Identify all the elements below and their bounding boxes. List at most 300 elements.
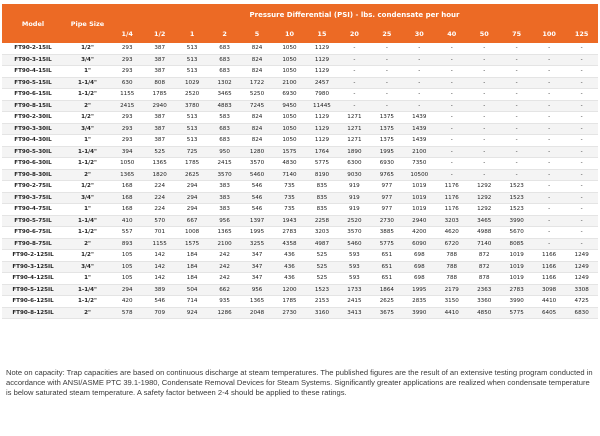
capacity-cell: - xyxy=(468,77,500,89)
capacity-cell: 2153 xyxy=(306,296,338,308)
capacity-cell: 347 xyxy=(241,273,273,285)
capacity-cell: - xyxy=(565,123,598,135)
capacity-cell: 2625 xyxy=(371,296,403,308)
capacity-cell: 593 xyxy=(338,273,370,285)
capacity-cell: 3098 xyxy=(533,284,565,296)
capacity-cell: 1166 xyxy=(533,250,565,262)
capacity-cell: 387 xyxy=(143,112,175,124)
table-row xyxy=(2,181,598,193)
capacity-cell: 410 xyxy=(111,215,143,227)
model-cell: FT90-8-125IL xyxy=(2,307,64,319)
capacity-cell: 184 xyxy=(176,273,208,285)
capacity-cell: 224 xyxy=(143,204,175,216)
table-body xyxy=(2,43,598,319)
capacity-cell: - xyxy=(533,77,565,89)
capacity-cell: - xyxy=(500,43,532,54)
pipe-size-cell: 1/2" xyxy=(64,250,111,262)
capacity-cell: 142 xyxy=(143,250,175,262)
capacity-cell: 1523 xyxy=(500,204,532,216)
capacity-cell: 436 xyxy=(273,273,305,285)
capacity-cell: 1820 xyxy=(143,169,175,181)
capacity-cell: 4883 xyxy=(208,100,240,112)
capacity-cell: 7140 xyxy=(273,169,305,181)
capacity-cell: - xyxy=(533,204,565,216)
capacity-cell: - xyxy=(436,158,468,170)
capacity-cell: 2363 xyxy=(468,284,500,296)
model-cell: FT90-2-75IL xyxy=(2,181,64,193)
table-row xyxy=(2,307,598,319)
capacity-cell: 1050 xyxy=(273,43,305,54)
table-row xyxy=(2,204,598,216)
pipe-size-cell: 1-1/4" xyxy=(64,77,111,89)
capacity-cell: 1129 xyxy=(306,135,338,147)
capacity-cell: 347 xyxy=(241,261,273,273)
table-row xyxy=(2,273,598,285)
capacity-cell: 924 xyxy=(176,307,208,319)
capacity-cell: - xyxy=(565,238,598,250)
capacity-cell: - xyxy=(371,89,403,101)
model-cell: FT90-4-75IL xyxy=(2,204,64,216)
capacity-cell: 1523 xyxy=(306,284,338,296)
model-column-header: Model xyxy=(2,4,64,43)
capacity-cell: 3570 xyxy=(208,169,240,181)
capacity-cell: 714 xyxy=(176,296,208,308)
capacity-cell: 546 xyxy=(241,204,273,216)
capacity-cell: 1365 xyxy=(241,296,273,308)
capacity-cell: 2940 xyxy=(143,100,175,112)
capacity-cell: 835 xyxy=(306,204,338,216)
capacity-cell: 4850 xyxy=(468,307,500,319)
capacity-cell: 525 xyxy=(306,261,338,273)
pressure-column-header: 25 xyxy=(371,25,403,43)
capacity-cell: - xyxy=(403,66,435,78)
table-row xyxy=(2,238,598,250)
capacity-cell: 1365 xyxy=(143,158,175,170)
capacity-cell: 513 xyxy=(176,123,208,135)
capacity-cell: 6720 xyxy=(436,238,468,250)
capacity-cell: - xyxy=(533,54,565,66)
table-row xyxy=(2,215,598,227)
capacity-cell: 788 xyxy=(436,273,468,285)
capacity-cell: - xyxy=(533,238,565,250)
capacity-cell: 1375 xyxy=(371,112,403,124)
capacity-cell: 8085 xyxy=(500,238,532,250)
model-cell: FT90-6-125IL xyxy=(2,296,64,308)
pipe-size-cell: 3/4" xyxy=(64,123,111,135)
model-cell: FT90-4-125IL xyxy=(2,273,64,285)
capacity-table xyxy=(2,4,598,319)
capacity-cell: - xyxy=(533,66,565,78)
capacity-cell: 1050 xyxy=(273,112,305,124)
model-cell: FT90-8-30IL xyxy=(2,169,64,181)
capacity-cell: 513 xyxy=(176,43,208,54)
capacity-cell: 1864 xyxy=(371,284,403,296)
capacity-cell: 9030 xyxy=(338,169,370,181)
capacity-cell: 701 xyxy=(143,227,175,239)
capacity-cell: - xyxy=(565,43,598,54)
capacity-cell: 6930 xyxy=(371,158,403,170)
capacity-cell: 3360 xyxy=(468,296,500,308)
capacity-cell: 1050 xyxy=(273,66,305,78)
capacity-cell: 735 xyxy=(273,181,305,193)
capacity-cell: 3160 xyxy=(306,307,338,319)
capacity-cell: 168 xyxy=(111,181,143,193)
capacity-cell: 1176 xyxy=(436,192,468,204)
capacity-cell: 824 xyxy=(241,112,273,124)
capacity-cell: 1008 xyxy=(176,227,208,239)
capacity-cell: - xyxy=(533,181,565,193)
capacity-cell: 919 xyxy=(338,192,370,204)
capacity-cell: - xyxy=(468,43,500,54)
capacity-cell: 1375 xyxy=(371,135,403,147)
capacity-cell: 1019 xyxy=(403,192,435,204)
table-row xyxy=(2,261,598,273)
capacity-cell: 824 xyxy=(241,43,273,54)
capacity-cell: 4620 xyxy=(436,227,468,239)
capacity-cell: - xyxy=(533,192,565,204)
capacity-cell: - xyxy=(500,123,532,135)
capacity-cell: 1271 xyxy=(338,112,370,124)
capacity-cell: 504 xyxy=(176,284,208,296)
pressure-column-header: 75 xyxy=(500,25,532,43)
table-row xyxy=(2,135,598,147)
table-row xyxy=(2,296,598,308)
capacity-cell: 630 xyxy=(111,77,143,89)
capacity-cell: 919 xyxy=(338,181,370,193)
capacity-cell: 11445 xyxy=(306,100,338,112)
capacity-cell: 1166 xyxy=(533,261,565,273)
capacity-cell: - xyxy=(436,66,468,78)
capacity-cell: 2835 xyxy=(403,296,435,308)
capacity-cell: 3203 xyxy=(436,215,468,227)
pressure-column-header: 20 xyxy=(338,25,370,43)
capacity-cell: 1176 xyxy=(436,204,468,216)
pressure-column-header: 1/2 xyxy=(143,25,175,43)
pipe-size-cell: 1" xyxy=(64,273,111,285)
capacity-cell: - xyxy=(565,227,598,239)
pipe-size-cell: 3/4" xyxy=(64,54,111,66)
capacity-cell: 5460 xyxy=(241,169,273,181)
capacity-cell: 1129 xyxy=(306,123,338,135)
table-row xyxy=(2,77,598,89)
capacity-cell: 935 xyxy=(208,296,240,308)
capacity-cell: - xyxy=(500,135,532,147)
model-cell: FT90-8-75IL xyxy=(2,238,64,250)
capacity-cell: 919 xyxy=(338,204,370,216)
capacity-cell: 2457 xyxy=(306,77,338,89)
capacity-cell: 6830 xyxy=(565,307,598,319)
capacity-cell: - xyxy=(533,146,565,158)
capacity-cell: - xyxy=(468,89,500,101)
capacity-cell: 293 xyxy=(111,123,143,135)
capacity-cell: 1785 xyxy=(143,89,175,101)
capacity-cell: - xyxy=(500,112,532,124)
table-row xyxy=(2,112,598,124)
capacity-cell: 4987 xyxy=(306,238,338,250)
capacity-cell: 662 xyxy=(208,284,240,296)
capacity-cell: - xyxy=(436,135,468,147)
capacity-cell: - xyxy=(533,215,565,227)
capacity-cell: 546 xyxy=(241,192,273,204)
capacity-cell: 977 xyxy=(371,204,403,216)
model-cell: FT90-8-15IL xyxy=(2,100,64,112)
table-row xyxy=(2,284,598,296)
header-row-top xyxy=(2,4,598,25)
capacity-cell: 436 xyxy=(273,261,305,273)
capacity-cell: - xyxy=(500,89,532,101)
table-row xyxy=(2,192,598,204)
capacity-cell: - xyxy=(565,169,598,181)
capacity-cell: 1286 xyxy=(208,307,240,319)
capacity-cell: 824 xyxy=(241,54,273,66)
capacity-cell: 977 xyxy=(371,181,403,193)
capacity-cell: - xyxy=(565,66,598,78)
pipe-size-column-header: Pipe Size xyxy=(64,4,111,43)
capacity-cell: 293 xyxy=(111,43,143,54)
model-cell: FT90-5-15IL xyxy=(2,77,64,89)
pipe-size-cell: 1" xyxy=(64,204,111,216)
capacity-cell: 436 xyxy=(273,250,305,262)
capacity-cell: - xyxy=(565,204,598,216)
capacity-cell: 7350 xyxy=(403,158,435,170)
capacity-cell: 224 xyxy=(143,192,175,204)
capacity-cell: 525 xyxy=(306,250,338,262)
capacity-cell: - xyxy=(468,123,500,135)
table-row xyxy=(2,100,598,112)
capacity-cell: 709 xyxy=(143,307,175,319)
capacity-cell: 294 xyxy=(176,204,208,216)
capacity-cell: 546 xyxy=(143,296,175,308)
capacity-cell: 872 xyxy=(468,261,500,273)
capacity-cell: 1890 xyxy=(338,146,370,158)
capacity-cell: 651 xyxy=(371,250,403,262)
capacity-cell: 2179 xyxy=(436,284,468,296)
capacity-cell: 1249 xyxy=(565,273,598,285)
capacity-cell: 9450 xyxy=(273,100,305,112)
capacity-cell: 3465 xyxy=(468,215,500,227)
capacity-cell: 683 xyxy=(208,123,240,135)
model-cell: FT90-4-30IL xyxy=(2,135,64,147)
table-row xyxy=(2,89,598,101)
capacity-cell: - xyxy=(403,43,435,54)
capacity-cell: - xyxy=(533,135,565,147)
capacity-cell: 1271 xyxy=(338,123,370,135)
capacity-cell: - xyxy=(500,169,532,181)
capacity-cell: 2940 xyxy=(403,215,435,227)
capacity-cell: - xyxy=(565,135,598,147)
capacity-cell: - xyxy=(403,100,435,112)
capacity-cell: 387 xyxy=(143,43,175,54)
capacity-cell: 242 xyxy=(208,261,240,273)
table-row xyxy=(2,146,598,158)
pipe-size-cell: 1-1/4" xyxy=(64,146,111,158)
capacity-cell: - xyxy=(565,158,598,170)
capacity-cell: 2520 xyxy=(338,215,370,227)
capacity-cell: 4830 xyxy=(273,158,305,170)
capacity-cell: 105 xyxy=(111,273,143,285)
model-cell: FT90-6-75IL xyxy=(2,227,64,239)
model-cell: FT90-3-30IL xyxy=(2,123,64,135)
capacity-cell: 698 xyxy=(403,273,435,285)
capacity-cell: 683 xyxy=(208,66,240,78)
capacity-cell: 4410 xyxy=(533,296,565,308)
table-row xyxy=(2,54,598,66)
capacity-cell: 513 xyxy=(176,54,208,66)
capacity-cell: - xyxy=(565,112,598,124)
capacity-cell: - xyxy=(533,100,565,112)
pipe-size-cell: 1-1/2" xyxy=(64,89,111,101)
capacity-cell: 2415 xyxy=(208,158,240,170)
capacity-cell: 835 xyxy=(306,181,338,193)
capacity-cell: 570 xyxy=(143,215,175,227)
capacity-cell: - xyxy=(403,77,435,89)
capacity-cell: 2730 xyxy=(273,307,305,319)
capacity-cell: 1019 xyxy=(403,204,435,216)
pressure-column-header: 10 xyxy=(273,25,305,43)
capacity-cell: 872 xyxy=(468,250,500,262)
capacity-cell: 293 xyxy=(111,54,143,66)
capacity-cell: - xyxy=(468,146,500,158)
capacity-cell: - xyxy=(500,158,532,170)
pipe-size-cell: 1" xyxy=(64,135,111,147)
capacity-cell: - xyxy=(533,227,565,239)
capacity-cell: 2730 xyxy=(371,215,403,227)
capacity-cell: 956 xyxy=(208,215,240,227)
capacity-cell: 224 xyxy=(143,181,175,193)
pipe-size-cell: 1/2" xyxy=(64,181,111,193)
capacity-cell: 1019 xyxy=(500,250,532,262)
capacity-cell: 1129 xyxy=(306,112,338,124)
capacity-cell: 387 xyxy=(143,54,175,66)
capacity-cell: 3990 xyxy=(500,215,532,227)
capacity-cell: 513 xyxy=(176,135,208,147)
capacity-cell: - xyxy=(533,112,565,124)
capacity-cell: 1575 xyxy=(176,238,208,250)
capacity-cell: 1943 xyxy=(273,215,305,227)
capacity-cell: 293 xyxy=(111,66,143,78)
capacity-cell: 394 xyxy=(111,146,143,158)
capacity-cell: 383 xyxy=(208,204,240,216)
capacity-cell: 168 xyxy=(111,192,143,204)
capacity-cell: 3990 xyxy=(500,296,532,308)
table-row xyxy=(2,227,598,239)
capacity-cell: 2415 xyxy=(338,296,370,308)
pipe-size-cell: 2" xyxy=(64,100,111,112)
capacity-cell: 2100 xyxy=(403,146,435,158)
capacity-cell: 1302 xyxy=(208,77,240,89)
capacity-cell: - xyxy=(436,54,468,66)
table-row xyxy=(2,123,598,135)
capacity-cell: - xyxy=(500,77,532,89)
capacity-cell: 893 xyxy=(111,238,143,250)
capacity-cell: 1995 xyxy=(371,146,403,158)
capacity-cell: - xyxy=(468,158,500,170)
capacity-cell: 808 xyxy=(143,77,175,89)
pressure-column-header: 30 xyxy=(403,25,435,43)
model-cell: FT90-2-15IL xyxy=(2,43,64,54)
capacity-cell: - xyxy=(338,66,370,78)
capacity-cell: 5670 xyxy=(500,227,532,239)
capacity-cell: 546 xyxy=(241,181,273,193)
capacity-cell: 9765 xyxy=(371,169,403,181)
capacity-cell: - xyxy=(565,181,598,193)
capacity-cell: - xyxy=(468,100,500,112)
capacity-cell: 1439 xyxy=(403,123,435,135)
capacity-cell: 387 xyxy=(143,66,175,78)
model-cell: FT90-3-75IL xyxy=(2,192,64,204)
capacity-cell: 2258 xyxy=(306,215,338,227)
capacity-cell: 835 xyxy=(306,192,338,204)
capacity-cell: 1129 xyxy=(306,43,338,54)
capacity-cell: 6090 xyxy=(403,238,435,250)
capacity-cell: - xyxy=(436,43,468,54)
capacity-cell: 2783 xyxy=(273,227,305,239)
table-row xyxy=(2,169,598,181)
capacity-cell: - xyxy=(436,146,468,158)
capacity-cell: 1733 xyxy=(338,284,370,296)
capacity-cell: 1050 xyxy=(273,54,305,66)
capacity-cell: 1155 xyxy=(111,89,143,101)
table-header xyxy=(2,4,598,43)
capacity-cell: 1050 xyxy=(273,123,305,135)
capacity-cell: 578 xyxy=(111,307,143,319)
pressure-column-header: 5 xyxy=(241,25,273,43)
model-cell: FT90-6-15IL xyxy=(2,89,64,101)
capacity-cell: 347 xyxy=(241,250,273,262)
capacity-cell: 3150 xyxy=(436,296,468,308)
capacity-cell: 6405 xyxy=(533,307,565,319)
capacity-cell: - xyxy=(338,100,370,112)
model-cell: FT90-2-30IL xyxy=(2,112,64,124)
capacity-cell: - xyxy=(371,100,403,112)
capacity-cell: - xyxy=(565,192,598,204)
pressure-column-header: 40 xyxy=(436,25,468,43)
capacity-cell: 667 xyxy=(176,215,208,227)
capacity-cell: 389 xyxy=(143,284,175,296)
capacity-cell: 683 xyxy=(208,43,240,54)
capacity-cell: 6930 xyxy=(273,89,305,101)
capacity-cell: 1176 xyxy=(436,181,468,193)
table-row xyxy=(2,43,598,54)
capacity-cell: 1722 xyxy=(241,77,273,89)
capacity-cell: 1249 xyxy=(565,261,598,273)
capacity-cell: 1292 xyxy=(468,192,500,204)
capacity-cell: 184 xyxy=(176,261,208,273)
capacity-cell: 1365 xyxy=(111,169,143,181)
capacity-cell: 788 xyxy=(436,250,468,262)
capacity-cell: 2783 xyxy=(500,284,532,296)
capacity-cell: 293 xyxy=(111,135,143,147)
capacity-cell: 2048 xyxy=(241,307,273,319)
pipe-size-cell: 1-1/2" xyxy=(64,227,111,239)
capacity-cell: 184 xyxy=(176,250,208,262)
capacity-cell: 3570 xyxy=(338,227,370,239)
capacity-cell: - xyxy=(533,89,565,101)
model-cell: FT90-4-15IL xyxy=(2,66,64,78)
capacity-cell: 5775 xyxy=(371,238,403,250)
capacity-cell: 5250 xyxy=(241,89,273,101)
capacity-cell: 3570 xyxy=(241,158,273,170)
capacity-cell: - xyxy=(436,77,468,89)
capacity-cell: 950 xyxy=(208,146,240,158)
capacity-cell: - xyxy=(565,100,598,112)
capacity-cell: 1785 xyxy=(273,296,305,308)
pipe-size-cell: 1-1/2" xyxy=(64,158,111,170)
capacity-cell: - xyxy=(565,77,598,89)
capacity-cell: 1995 xyxy=(403,284,435,296)
capacity-cell: 2415 xyxy=(111,100,143,112)
capacity-cell: 651 xyxy=(371,273,403,285)
